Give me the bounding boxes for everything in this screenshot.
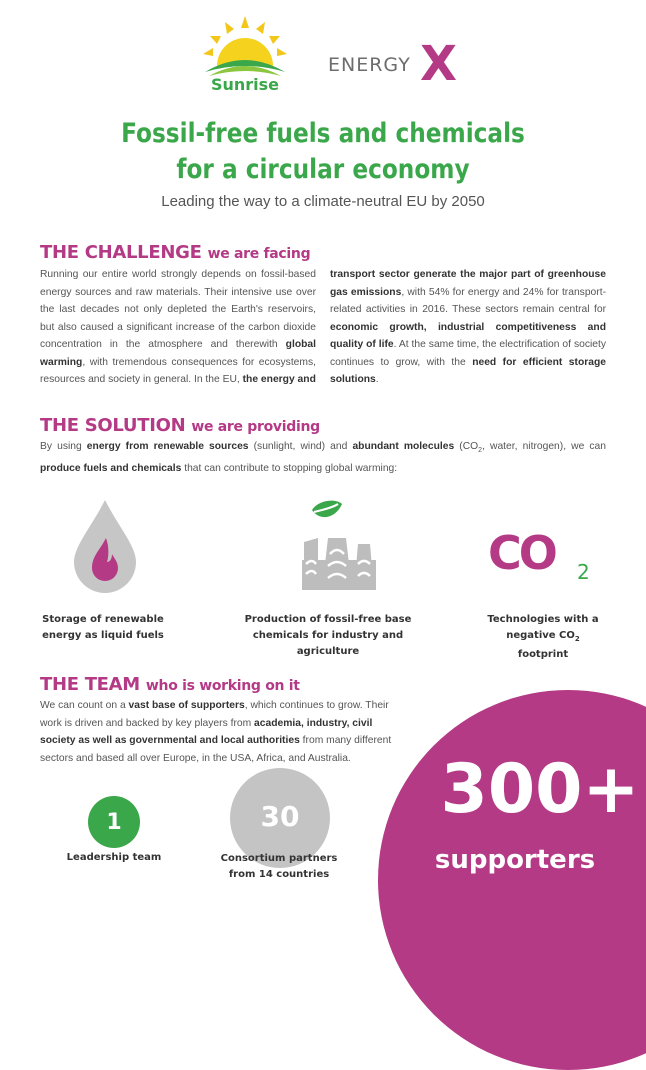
body-text: that can contribute to stopping global warming: [181, 462, 398, 474]
supporters-label: supporters [434, 845, 596, 875]
consortium-partners-number: 30 [260, 800, 300, 833]
solution-heading [40, 415, 320, 436]
emphasis-text: produce fuels and chemicals [40, 462, 182, 474]
solution-caption-3: Technologies with a negative $CO_2$ footprint [487, 614, 599, 660]
co2-icon [488, 526, 608, 596]
leadership-team-label: Leadership team [66, 852, 162, 863]
team-heading-main: THE TEAM [40, 674, 140, 695]
challenge-col-1 [40, 266, 316, 389]
body-text: . At the same time, the electrification of society continues to grow, with the [330, 339, 606, 368]
emphasis-text: economic growth, industrial competitiveness and quality of life [330, 321, 606, 350]
challenge-heading [40, 242, 310, 263]
consortium-partners-label: Consortium partners from 14 countries [220, 853, 338, 880]
body-text: from many different sectors and based all over Europe, in the USA, Africa, and Australia. [40, 735, 392, 764]
solution-heading-sub: we are providing [191, 419, 320, 435]
emphasis-text: global warming [40, 339, 316, 368]
body-text: By using [40, 441, 87, 452]
energyx-logo [328, 40, 468, 84]
co2-icon-sub: 2 [577, 560, 590, 584]
flame-drop-icon [72, 498, 138, 594]
solution-caption-1: Storage of renewable energy as liquid fuels [42, 614, 164, 641]
emphasis-text: transport sector generate the major part of greenhouse gas emissions [330, 269, 606, 298]
challenge-heading-sub: we are facing [207, 246, 311, 262]
emphasis-text: the energy and [242, 374, 316, 385]
team-paragraph [40, 697, 402, 767]
page-subtitle: Leading the way to a climate-neutral EU by 2050 [161, 193, 485, 210]
team-heading-sub: who is working on it [145, 678, 300, 694]
sunrise-logo [195, 14, 295, 94]
body-text: 2 [478, 447, 483, 455]
body-text: , which continues to grow. Their work is driven and backed by key players from [40, 700, 389, 729]
svg-text:X: X [420, 40, 458, 84]
factory-leaf-icon [298, 498, 376, 596]
body-text: Running our entire world strongly depends on fossil-based energy sources and raw materials. Their intensive use over the last decades not only depleted the Earth's reservoirs, but also caused a significant increase of the carbon dioxide concentration in the atmosphere and therewith [40, 269, 316, 350]
solution-caption-2: Production of fossil-free base chemicals for industry and agriculture [244, 614, 412, 657]
challenge-heading-main: THE CHALLENGE [40, 242, 202, 263]
body-text: , water, nitrogen), we can [482, 441, 606, 452]
emphasis-text: academia, industry, civil society as well as governmental and local authorities [40, 717, 373, 746]
svg-text:ENERGY: ENERGY [328, 54, 411, 76]
team-heading [40, 674, 300, 695]
solution-heading-main: THE SOLUTION [40, 415, 186, 436]
solution-paragraph [40, 438, 606, 477]
co2-icon-label: CO [488, 526, 555, 580]
supporters-number: 300+ [440, 750, 640, 829]
emphasis-text: abundant molecules [352, 441, 455, 452]
challenge-col-2 [330, 266, 606, 389]
title-line-1: Fossil-free fuels and chemicals [121, 118, 525, 149]
body-text: , with 54% for energy and 24% for transport-related activities in 2016. These sectors remain central for [330, 286, 607, 315]
emphasis-text: energy from renewable sources [86, 441, 249, 452]
body-text: (sunlight, wind) and [248, 441, 353, 452]
page-title [45, 116, 601, 188]
leadership-team-circle: 1 [88, 796, 140, 848]
supporters-circle [378, 690, 646, 1070]
body-text: We can count on a [40, 700, 129, 711]
emphasis-text: vast base of supporters [128, 700, 245, 711]
sunrise-logo-text: Sunrise [210, 75, 280, 94]
body-text: . [375, 374, 379, 385]
emphasis-text: need for efficient storage solutions [330, 356, 606, 385]
body-text: (CO [454, 441, 479, 452]
body-text: , with tremendous consequences for ecosystems, resources and society in general. In the EU, [40, 356, 316, 385]
title-line-2: for a circular economy [176, 154, 470, 185]
